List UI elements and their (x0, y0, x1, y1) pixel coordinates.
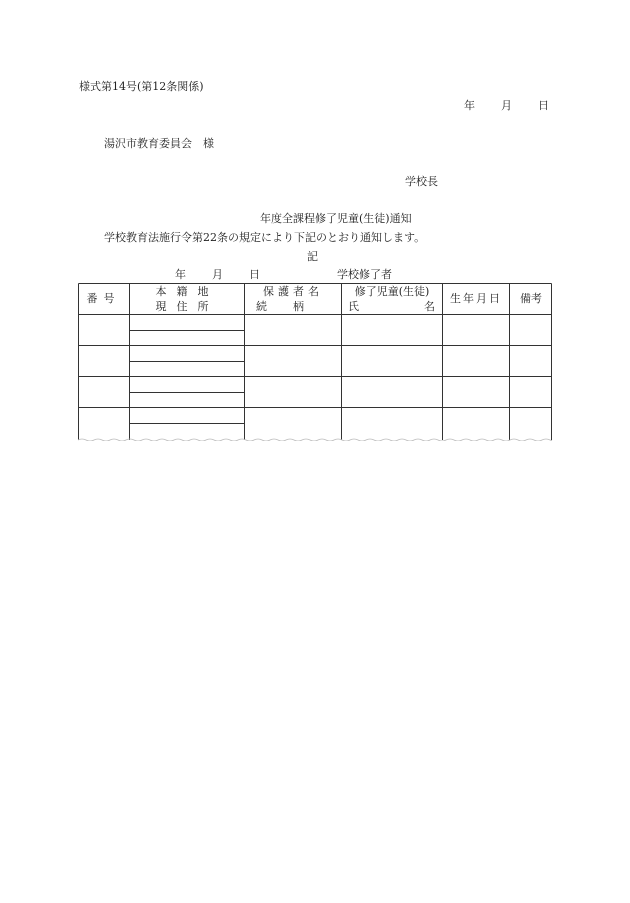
body-text: 学校教育法施行令第22条の規定により下記のとおり通知します。 (104, 231, 426, 244)
header-student: 修了児童(生徒) (354, 285, 430, 298)
header-remarks: 備考 (520, 292, 542, 305)
ki-label: 記 (307, 250, 318, 263)
header-address: 現住所 (155, 300, 219, 313)
header-name-family: 氏 (348, 300, 359, 313)
form-number: 様式第14号(第12条関係) (79, 80, 204, 93)
sub-date-year: 年 (175, 268, 186, 281)
sub-date-month: 月 (212, 268, 223, 281)
date-day: 日 (538, 99, 549, 112)
addressee: 湯沢市教育委員会 様 (104, 137, 214, 150)
sub-date-day: 日 (249, 268, 260, 281)
header-domicile: 本籍地 (155, 285, 219, 298)
sub-date (175, 269, 260, 280)
date-year: 年 (464, 99, 475, 112)
header-relationship: 続柄 (256, 300, 330, 313)
document-title: 年度全課程修了児童(生徒)通知 (260, 212, 412, 225)
principal-label: 学校長 (405, 175, 438, 188)
header-name-given: 名 (424, 300, 435, 313)
date-line (464, 100, 549, 111)
graduates-label: 学校修了者 (337, 268, 392, 281)
header-guardian: 保護者名 (263, 285, 323, 298)
header-number: 番号 (86, 292, 121, 305)
graduates-table (78, 283, 552, 441)
header-birthdate: 生年月日 (450, 292, 502, 305)
date-month: 月 (501, 99, 512, 112)
